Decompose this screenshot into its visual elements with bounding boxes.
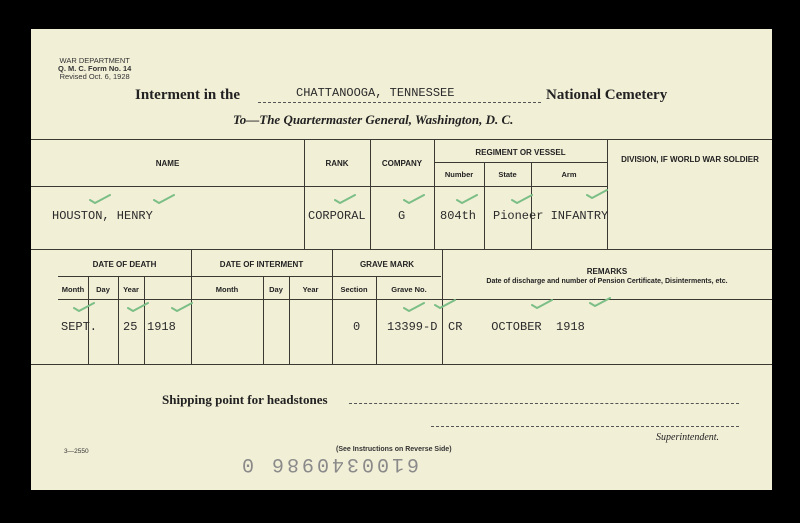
- death-year-header: Year: [123, 285, 139, 294]
- superintendent-blank: [431, 426, 739, 427]
- regiment-header: REGIMENT OR VESSEL: [475, 148, 566, 157]
- check-mark-icon: [434, 299, 456, 309]
- check-mark-icon: [89, 194, 111, 204]
- grave-section: 0: [353, 320, 361, 334]
- death-day-header: Day: [96, 285, 110, 294]
- date-of-death-header: DATE OF DEATH: [92, 260, 157, 269]
- shipping-point-blank: [349, 403, 739, 404]
- department-label: WAR DEPARTMENT: [59, 56, 130, 65]
- death-year: 1918: [147, 320, 176, 334]
- t1-divider-1: [304, 139, 305, 249]
- check-mark-icon: [73, 302, 95, 312]
- grave-mark-header: GRAVE MARK: [359, 260, 415, 269]
- soldier-rank: CORPORAL: [308, 209, 366, 223]
- table1-bottom-rule: [31, 249, 772, 250]
- table2-header-rule-2: [58, 299, 772, 300]
- t2-divider-3: [144, 276, 145, 364]
- rank-header: RANK: [325, 159, 349, 168]
- death-day: 25: [123, 320, 138, 334]
- revision-date: Revised Oct. 6, 1928: [59, 72, 130, 81]
- check-mark-icon: [127, 302, 149, 312]
- soldier-name: HOUSTON, HENRY: [52, 209, 153, 223]
- check-mark-icon: [586, 189, 608, 199]
- grave-no-header: Grave No.: [391, 285, 427, 294]
- grave-number: 13399-D: [387, 320, 438, 334]
- check-mark-icon: [403, 302, 425, 312]
- check-mark-icon: [531, 299, 553, 309]
- section-header: Section: [340, 285, 368, 294]
- cemetery-blank-line: [258, 102, 541, 103]
- check-mark-icon: [171, 302, 193, 312]
- regiment-number: 804th: [440, 209, 477, 223]
- title-suffix: National Cemetery: [546, 87, 668, 103]
- interment-card: [31, 29, 772, 490]
- t1-divider-2: [370, 139, 371, 249]
- check-mark-icon: [456, 194, 478, 204]
- table2-bottom-rule: [31, 364, 772, 365]
- table2-header-rule-1: [58, 276, 441, 277]
- name-header: NAME: [155, 159, 180, 168]
- cemetery-name: CHATTANOOGA, TENNESSEE: [296, 86, 455, 100]
- interment-year-header: Year: [302, 285, 319, 294]
- table1-top-rule: [31, 139, 772, 140]
- division-header: DIVISION, IF WORLD WAR SOLDIER: [621, 155, 759, 164]
- arm-header: Arm: [561, 170, 577, 179]
- number-header: Number: [444, 170, 474, 179]
- shipping-point-label: Shipping point for headstones: [162, 392, 328, 407]
- remarks-subheader: Date of discharge and number of Pension Certificate, Disinterments, etc.: [486, 278, 728, 285]
- check-mark-icon: [589, 297, 611, 307]
- check-mark-icon: [334, 194, 356, 204]
- remarks-value: CR OCTOBER 1918: [448, 320, 585, 334]
- serial-number: 6100340986 0: [239, 452, 420, 475]
- print-code: 3—2550: [64, 448, 89, 455]
- interment-day-header: Day: [269, 285, 283, 294]
- interment-month-header: Month: [215, 285, 239, 294]
- title-prefix: Interment in the: [135, 87, 240, 103]
- instructions-note: (See Instructions on Reverse Side): [336, 446, 452, 453]
- date-of-interment-header: DATE OF INTERMENT: [219, 260, 304, 269]
- company-header: COMPANY: [381, 159, 423, 168]
- check-mark-icon: [511, 194, 533, 204]
- check-mark-icon: [153, 194, 175, 204]
- superintendent-label: Superintendent.: [656, 432, 720, 443]
- regiment-state-arm: Pioneer INFANTRY: [493, 209, 609, 223]
- death-month-header: Month: [61, 285, 85, 294]
- table1-header-rule: [31, 186, 607, 187]
- addressee-line: To—The Quartermaster General, Washington, D. C.: [233, 112, 514, 127]
- regiment-sub-rule: [435, 162, 607, 163]
- state-header: State: [498, 170, 517, 179]
- soldier-company: G: [398, 209, 406, 223]
- form-number: Q. M. C. Form No. 14: [58, 64, 132, 73]
- death-month: SEPT.: [61, 320, 98, 334]
- department-header: [58, 57, 131, 81]
- check-mark-icon: [403, 194, 425, 204]
- remarks-header: REMARKS: [586, 267, 628, 276]
